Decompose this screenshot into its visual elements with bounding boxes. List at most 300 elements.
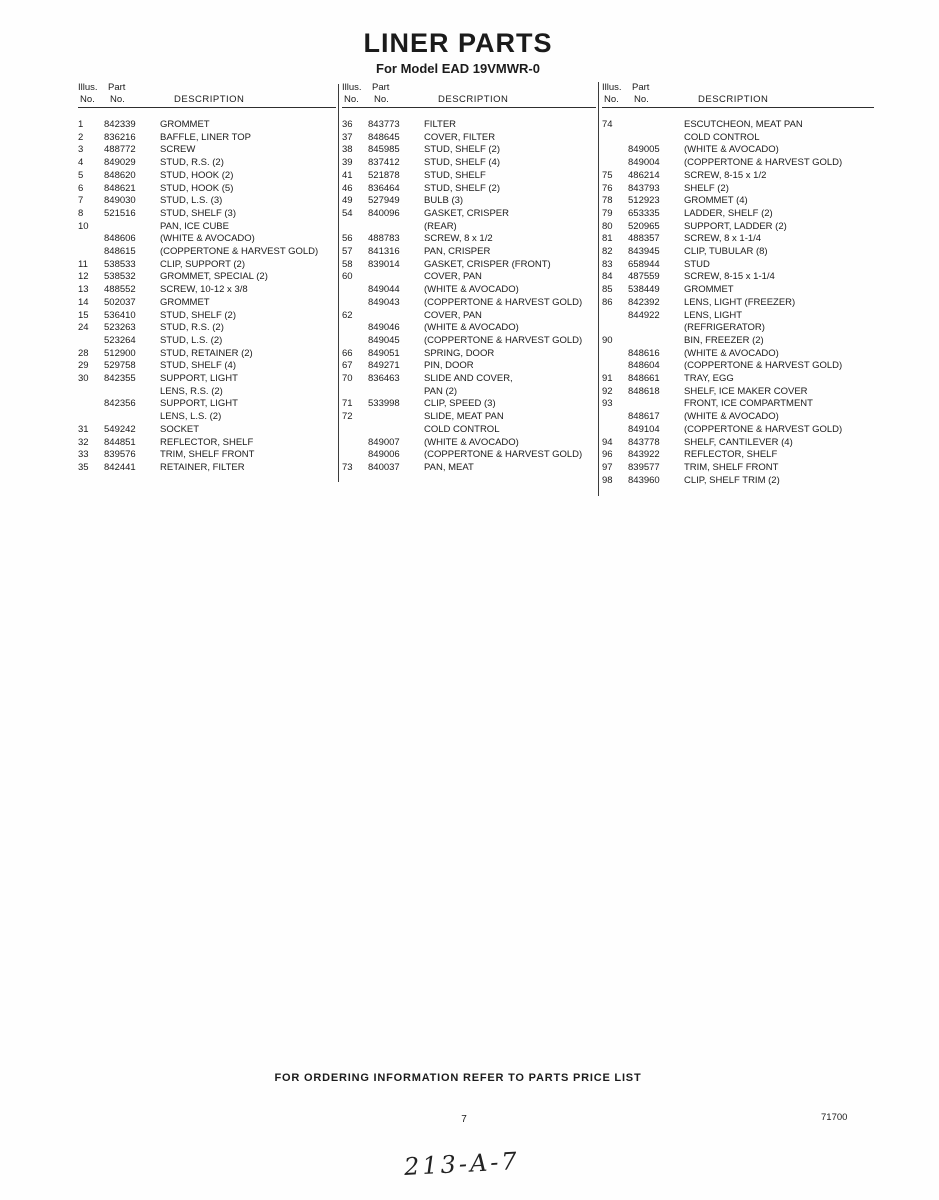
part-no: 502037 (104, 296, 136, 308)
part-no: 836464 (368, 182, 400, 194)
illus-no (602, 310, 628, 323)
illus-no (602, 132, 628, 145)
part-no: 849005 (628, 144, 660, 156)
part-no: 488783 (368, 233, 400, 245)
part-description: PAN, ICE CUBE (160, 220, 229, 232)
illus-no: 81 (602, 233, 613, 245)
part-description: (COPPERTONE & HARVEST GOLD) (684, 423, 843, 435)
part-no: 849004 (628, 157, 660, 169)
table-row (78, 437, 336, 450)
illus-no: 67 (342, 360, 353, 372)
illus-no: 15 (78, 309, 89, 321)
part-no: 841316 (368, 246, 400, 258)
part-header-label: Part (108, 82, 126, 93)
part-no: 849030 (104, 195, 136, 207)
part-description: SCREW, 8-15 x 1/2 (684, 169, 767, 181)
table-row (602, 284, 874, 297)
part-description: STUD, SHELF (2) (424, 144, 501, 156)
part-no-label: No. (374, 94, 389, 105)
illus-no: 94 (602, 436, 613, 448)
part-no: 840096 (368, 207, 400, 219)
part-no: 848604 (628, 360, 660, 372)
part-description: (WHITE & AVOCADO) (424, 322, 519, 334)
table-row (602, 373, 874, 386)
illus-no: 75 (602, 169, 613, 181)
part-no: 523263 (104, 322, 136, 334)
illus-no: 46 (342, 182, 353, 194)
table-row (602, 221, 874, 234)
part-description: LENS, LIGHT (684, 309, 743, 321)
part-no (368, 310, 424, 323)
handwritten-code: 213-A-7 (403, 1146, 521, 1182)
part-description: COVER, PAN (424, 309, 482, 321)
illus-no: 98 (602, 474, 613, 486)
illus-no: 39 (342, 157, 353, 169)
illus-no: 79 (602, 207, 613, 219)
part-description: SOCKET (160, 423, 200, 435)
part-no: 849271 (368, 360, 400, 372)
table-row (78, 233, 336, 246)
part-description: GASKET, CRISPER (424, 207, 509, 219)
part-description: PAN (2) (424, 385, 458, 397)
table-row (78, 183, 336, 196)
part-description: TRIM, SHELF FRONT (160, 449, 255, 461)
part-no: 521878 (368, 169, 400, 181)
parts-column-3 (602, 82, 874, 487)
part-description: (WHITE & AVOCADO) (684, 347, 779, 359)
part-description: STUD, SHELF (4) (424, 157, 501, 169)
part-description: (COPPERTONE & HARVEST GOLD) (424, 296, 583, 308)
part-no-label: No. (634, 94, 649, 105)
column-header (342, 82, 596, 108)
illus-no-label: No. (344, 94, 359, 105)
part-no: 839577 (628, 461, 660, 473)
table-row (78, 348, 336, 361)
part-description: (WHITE & AVOCADO) (424, 436, 519, 448)
table-row (602, 424, 874, 437)
part-description: BAFFLE, LINER TOP (160, 131, 251, 143)
part-description: TRIM, SHELF FRONT (684, 461, 779, 473)
table-row (342, 322, 596, 335)
part-no: 848620 (104, 169, 136, 181)
illus-no (78, 233, 104, 246)
table-row (78, 144, 336, 157)
illus-no-label: No. (80, 94, 95, 105)
table-row (602, 411, 874, 424)
part-description: COLD CONTROL (424, 423, 500, 435)
model-subtitle: For Model EAD 19VMWR-0 (376, 61, 540, 76)
part-description: LENS, LIGHT (FREEZER) (684, 296, 796, 308)
table-row (78, 297, 336, 310)
part-description: STUD, SHELF (2) (424, 182, 501, 194)
part-no: 842441 (104, 461, 136, 473)
part-no: 849104 (628, 423, 660, 435)
part-no: 512923 (628, 195, 660, 207)
table-row (602, 132, 874, 145)
table-row (78, 259, 336, 272)
illus-no (342, 322, 368, 335)
part-description: REFLECTOR, SHELF (160, 436, 254, 448)
description-label: DESCRIPTION (174, 94, 245, 105)
part-no: 843922 (628, 449, 660, 461)
part-no: 849051 (368, 347, 400, 359)
illus-no (78, 398, 104, 411)
illus-no: 3 (78, 144, 84, 156)
part-no (104, 221, 160, 234)
table-row (342, 360, 596, 373)
table-row (342, 398, 596, 411)
illus-no: 33 (78, 449, 89, 461)
part-description: (COPPERTONE & HARVEST GOLD) (424, 334, 583, 346)
illus-no: 82 (602, 246, 613, 258)
part-no (368, 424, 424, 437)
table-row (342, 183, 596, 196)
illus-no (342, 386, 368, 399)
part-description: STUD, R.S. (2) (160, 157, 224, 169)
part-description: STUD, SHELF (4) (160, 360, 237, 372)
illus-no: 31 (78, 423, 89, 435)
part-no: 836463 (368, 373, 400, 385)
illus-no: 7 (78, 195, 84, 207)
illus-no: 6 (78, 182, 84, 194)
part-description: BULB (3) (424, 195, 464, 207)
part-no: 487559 (628, 271, 660, 283)
part-description: GROMMET (160, 296, 210, 308)
part-no: 848618 (628, 385, 660, 397)
table-row (78, 246, 336, 259)
part-no: 842356 (104, 398, 136, 410)
part-description: STUD, SHELF (2) (160, 309, 237, 321)
part-header-label: Part (372, 82, 390, 93)
description-label: DESCRIPTION (698, 94, 769, 105)
illus-no: 12 (78, 271, 89, 283)
part-description: (WHITE & AVOCADO) (684, 144, 779, 156)
illus-no: 70 (342, 373, 353, 385)
part-description: SCREW, 10-12 x 3/8 (160, 284, 248, 296)
table-row (342, 132, 596, 145)
table-row (342, 119, 596, 132)
part-no: 845985 (368, 144, 400, 156)
column-divider-right (598, 82, 599, 496)
table-row (78, 398, 336, 411)
part-no: 848645 (368, 131, 400, 143)
table-row (78, 221, 336, 234)
illus-no (342, 437, 368, 450)
part-description: SCREW, 8 x 1/2 (424, 233, 493, 245)
table-row (342, 348, 596, 361)
illus-no: 84 (602, 271, 613, 283)
illus-no: 30 (78, 373, 89, 385)
table-row (78, 195, 336, 208)
part-no: 848615 (104, 246, 136, 258)
table-row (78, 462, 336, 475)
part-description: PIN, DOOR (424, 360, 474, 372)
table-row (78, 322, 336, 335)
table-row (78, 373, 336, 386)
parts-column-2 (342, 82, 596, 475)
illus-no: 90 (602, 334, 613, 346)
table-row (342, 386, 596, 399)
part-no (104, 386, 160, 399)
part-no: 839576 (104, 449, 136, 461)
page-number: 7 (461, 1114, 467, 1125)
part-description: SHELF (2) (684, 182, 729, 194)
table-row (602, 462, 874, 475)
part-description: SCREW, 8 x 1-1/4 (684, 233, 762, 245)
table-row (602, 310, 874, 323)
part-no: 843960 (628, 474, 660, 486)
part-no: 848661 (628, 373, 660, 385)
part-description: CLIP, TUBULAR (8) (684, 246, 768, 258)
part-no: 536410 (104, 309, 136, 321)
illus-no (602, 348, 628, 361)
part-no: 538533 (104, 258, 136, 270)
part-no (628, 132, 684, 145)
part-description: (WHITE & AVOCADO) (160, 233, 255, 245)
part-description: ESCUTCHEON, MEAT PAN (684, 119, 803, 130)
column-header (602, 82, 874, 108)
illus-no: 29 (78, 360, 89, 372)
part-description: (WHITE & AVOCADO) (684, 411, 779, 423)
table-row (78, 360, 336, 373)
illus-no (602, 144, 628, 157)
part-description: STUD, HOOK (2) (160, 169, 234, 181)
part-no: 549242 (104, 423, 136, 435)
part-description: (COPPERTONE & HARVEST GOLD) (160, 246, 319, 258)
part-description: CLIP, SHELF TRIM (2) (684, 474, 780, 486)
illus-no: 54 (342, 207, 353, 219)
illus-no (342, 297, 368, 310)
part-no: 848606 (104, 233, 136, 245)
part-description: GROMMET, SPECIAL (2) (160, 271, 268, 283)
part-description: COVER, FILTER (424, 131, 496, 143)
part-no: 844851 (104, 436, 136, 448)
illus-no (78, 386, 104, 399)
part-no: 486214 (628, 169, 660, 181)
illus-no: 73 (342, 461, 353, 473)
illus-no: 32 (78, 436, 89, 448)
table-row (602, 233, 874, 246)
part-description: (WHITE & AVOCADO) (424, 284, 519, 296)
illus-no: 80 (602, 220, 613, 232)
table-row (602, 437, 874, 450)
illus-no: 1 (78, 119, 84, 130)
part-no: 849029 (104, 157, 136, 169)
part-no: 843773 (368, 119, 400, 130)
table-row (602, 335, 874, 348)
part-description: (COPPERTONE & HARVEST GOLD) (684, 360, 843, 372)
illus-no (78, 246, 104, 259)
part-description: STUD, HOOK (5) (160, 182, 234, 194)
illus-no: 85 (602, 284, 613, 296)
part-description: FRONT, ICE COMPARTMENT (684, 398, 813, 410)
table-row (342, 424, 596, 437)
part-no: 488772 (104, 144, 136, 156)
part-no: 849044 (368, 284, 400, 296)
part-description: TRAY, EGG (684, 373, 734, 385)
part-no: 849006 (368, 449, 400, 461)
illus-no: 74 (602, 119, 613, 130)
table-row (602, 157, 874, 170)
illus-no: 35 (78, 461, 89, 473)
part-description: STUD, L.S. (2) (160, 334, 223, 346)
illus-no (342, 449, 368, 462)
illus-no: 97 (602, 461, 613, 473)
part-no: 849043 (368, 296, 400, 308)
part-no (628, 322, 684, 335)
illus-header-label: Illus. (602, 82, 622, 93)
illus-no: 37 (342, 131, 353, 143)
table-row (78, 284, 336, 297)
part-description: (COPPERTONE & HARVEST GOLD) (684, 157, 843, 169)
table-row (342, 284, 596, 297)
table-row (78, 386, 336, 399)
table-row (342, 157, 596, 170)
part-no: 521516 (104, 207, 136, 219)
table-row (342, 221, 596, 234)
table-row (342, 271, 596, 284)
table-row (342, 310, 596, 323)
illus-no: 56 (342, 233, 353, 245)
illus-header-label: Illus. (342, 82, 362, 93)
illus-no (602, 424, 628, 437)
table-row (602, 246, 874, 259)
table-row (78, 271, 336, 284)
part-no: 844922 (628, 309, 660, 321)
illus-no: 14 (78, 296, 89, 308)
table-row (78, 411, 336, 424)
table-row (78, 157, 336, 170)
part-no (368, 221, 424, 234)
part-no: 848617 (628, 411, 660, 423)
table-row (78, 208, 336, 221)
illus-no (342, 335, 368, 348)
illus-no: 72 (342, 411, 353, 423)
illus-no: 86 (602, 296, 613, 308)
illus-no: 36 (342, 119, 353, 130)
part-no (104, 411, 160, 424)
part-description: CLIP, SPEED (3) (424, 398, 496, 410)
part-no: 512900 (104, 347, 136, 359)
part-description: GROMMET (684, 284, 734, 296)
parts-rows (342, 119, 596, 475)
part-no: 848616 (628, 347, 660, 359)
part-no: 842339 (104, 119, 136, 130)
part-no (628, 119, 684, 132)
part-no: 842355 (104, 373, 136, 385)
table-row (78, 424, 336, 437)
part-description: SLIDE, MEAT PAN (424, 411, 504, 423)
parts-rows (602, 119, 874, 487)
table-row (602, 119, 874, 132)
part-description: BIN, FREEZER (2) (684, 334, 764, 346)
part-description: LADDER, SHELF (2) (684, 207, 773, 219)
part-no: 843778 (628, 436, 660, 448)
illus-no (78, 411, 104, 424)
illus-no: 11 (78, 258, 88, 270)
table-row (342, 462, 596, 475)
illus-no (602, 411, 628, 424)
part-no: 488357 (628, 233, 660, 245)
part-header-label: Part (632, 82, 650, 93)
table-row (602, 183, 874, 196)
part-no (368, 411, 424, 424)
illus-no: 38 (342, 144, 353, 156)
table-row (342, 437, 596, 450)
illus-no: 60 (342, 271, 353, 283)
table-row (602, 348, 874, 361)
illus-no: 78 (602, 195, 613, 207)
part-no: 520965 (628, 220, 660, 232)
illus-no: 28 (78, 347, 89, 359)
table-row (78, 132, 336, 145)
illus-no: 41 (342, 169, 353, 181)
part-description: STUD, R.S. (2) (160, 322, 224, 334)
table-row (602, 271, 874, 284)
page-title: LINER PARTS (363, 28, 553, 58)
document-code: 71700 (821, 1112, 848, 1123)
part-no: 527949 (368, 195, 400, 207)
part-description: PAN, MEAT (424, 461, 474, 473)
part-description: COVER, PAN (424, 271, 482, 283)
part-no: 840037 (368, 461, 400, 473)
illus-no: 91 (602, 373, 613, 385)
part-description: CLIP, SUPPORT (2) (160, 258, 246, 270)
part-no: 839014 (368, 258, 400, 270)
illus-no: 76 (602, 182, 613, 194)
part-no-label: No. (110, 94, 125, 105)
illus-no: 93 (602, 398, 613, 410)
illus-no (78, 335, 104, 348)
table-row (342, 246, 596, 259)
part-no: 843793 (628, 182, 660, 194)
table-row (602, 208, 874, 221)
part-description: PAN, CRISPER (424, 246, 491, 258)
part-no: 538532 (104, 271, 136, 283)
illus-no: 57 (342, 246, 353, 258)
part-no: 843945 (628, 246, 660, 258)
illus-no: 92 (602, 385, 613, 397)
table-row (602, 475, 874, 488)
part-description: SHELF, CANTILEVER (4) (684, 436, 793, 448)
part-description: FILTER (424, 119, 457, 130)
part-no: 848621 (104, 182, 136, 194)
illus-no (602, 360, 628, 373)
illus-no: 10 (78, 220, 89, 232)
part-description: STUD, SHELF (3) (160, 207, 237, 219)
part-no: 653335 (628, 207, 660, 219)
part-description: GASKET, CRISPER (FRONT) (424, 258, 551, 270)
part-no: 837412 (368, 157, 400, 169)
part-no (368, 386, 424, 399)
table-row (342, 297, 596, 310)
part-no: 849045 (368, 334, 400, 346)
table-row (602, 322, 874, 335)
table-row (602, 386, 874, 399)
part-description: SCREW, 8-15 x 1-1/4 (684, 271, 775, 283)
part-description: GROMMET (4) (684, 195, 748, 207)
description-label: DESCRIPTION (438, 94, 509, 105)
illus-no (342, 284, 368, 297)
illus-no (342, 424, 368, 437)
illus-no: 13 (78, 284, 89, 296)
part-description: STUD, SHELF (424, 169, 486, 181)
column-divider-left (338, 84, 339, 482)
part-description: (COPPERTONE & HARVEST GOLD) (424, 449, 583, 461)
part-no: 529758 (104, 360, 136, 372)
table-row (78, 170, 336, 183)
part-description: REFLECTOR, SHELF (684, 449, 778, 461)
